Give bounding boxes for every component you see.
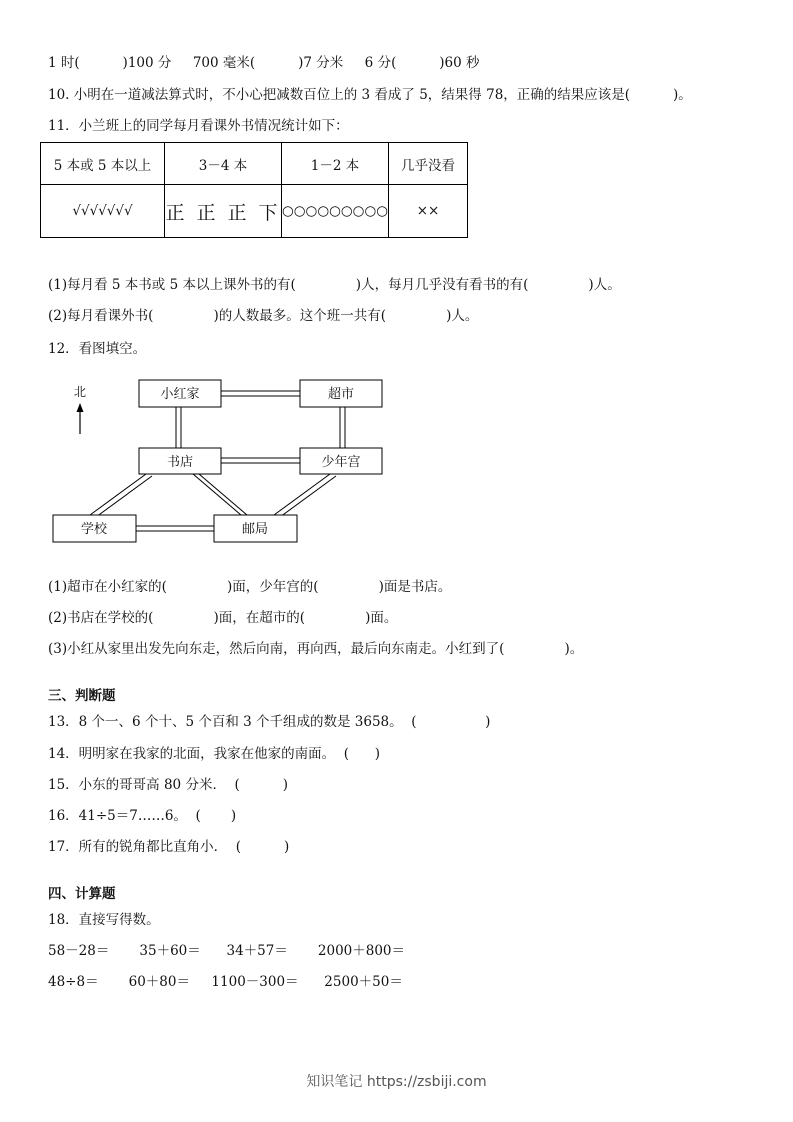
map-diagram — [48, 372, 408, 550]
north-label: 北 — [73, 385, 87, 399]
map-label-xiaohong-home: 小红家 — [160, 387, 200, 402]
question-15: 15．小东的哥哥高 80 分米． ( ) — [48, 777, 288, 793]
question-12-part-2: (2)书店在学校的( )面，在超市的( )面。 — [48, 610, 398, 626]
question-18: 18．直接写得数。 — [48, 912, 160, 928]
question-12: 12．看图填空。 — [48, 341, 147, 357]
question-16: 16．41÷5＝7……6。 ( ) — [48, 808, 237, 824]
tally-table — [40, 142, 468, 238]
question-11-part-2: (2)每月看课外书( )的人数最多。这个班一共有( )人。 — [48, 308, 479, 324]
blank-line-conversions: 1 时( )100 分 700 毫米( )7 分米 6 分( )60 秒 — [48, 55, 480, 71]
table-header-row — [41, 143, 468, 185]
question-14: 14．明明家在我家的北面，我家在他家的南面。 ( ) — [48, 746, 381, 762]
table-cell-circles: ○○○○○○○○○ — [282, 185, 389, 238]
question-10: 10. 小明在一道减法算式时，不小心把减数百位上的 3 看成了 5，结果得 78，正确的结果应该是( )。 — [48, 87, 692, 103]
map-label-supermarket: 超市 — [327, 387, 355, 402]
north-arrow-icon — [77, 403, 84, 434]
question-13: 13．8 个一、6 个十、5 个百和 3 个千组成的数是 3658。 ( ) — [48, 714, 491, 730]
table-cell-zheng: 正 正 正 下 — [165, 185, 282, 238]
question-12-part-1: (1)超市在小红家的( )面，少年宫的( )面是书店。 — [48, 579, 452, 595]
map-label-school: 学校 — [80, 522, 108, 537]
table-header-cell: 几乎没看 — [389, 143, 468, 185]
question-17: 17．所有的锐角都比直角小． ( ) — [48, 839, 290, 855]
map-label-post-office: 邮局 — [241, 522, 269, 537]
calc-row-2: 48÷8＝ 60＋80＝ 1100－300＝ 2500＋50＝ — [48, 974, 403, 990]
table-header-cell: 5 本或 5 本以上 — [41, 143, 165, 185]
table-header-cell: 1－2 本 — [282, 143, 389, 185]
map-label-bookstore: 书店 — [166, 455, 194, 470]
question-12-part-3: (3)小红从家里出发先向东走，然后向南，再向西，最后向东南走。小红到了( )。 — [48, 641, 584, 657]
section-heading-calculation: 四、计算题 — [48, 886, 116, 902]
calc-row-1: 58－28＝ 35＋60＝ 34＋57＝ 2000＋800＝ — [48, 943, 406, 959]
table-cell-checks: √√√√√√√ — [41, 185, 165, 238]
table-row — [41, 185, 468, 238]
section-heading-judgement: 三、判断题 — [48, 688, 116, 704]
map-label-youth-palace: 少年宫 — [321, 455, 361, 470]
question-11-part-1: (1)每月看 5 本书或 5 本以上课外书的有( )人，每月几乎没有看书的有( )人。 — [48, 277, 621, 293]
table-header-cell: 3－4 本 — [165, 143, 282, 185]
footer-watermark: 知识笔记 https://zsbiji.com — [306, 1074, 487, 1090]
question-11: 11．小兰班上的同学每月看课外书情况统计如下： — [48, 118, 349, 134]
table-cell-crosses: ×× — [389, 185, 468, 238]
